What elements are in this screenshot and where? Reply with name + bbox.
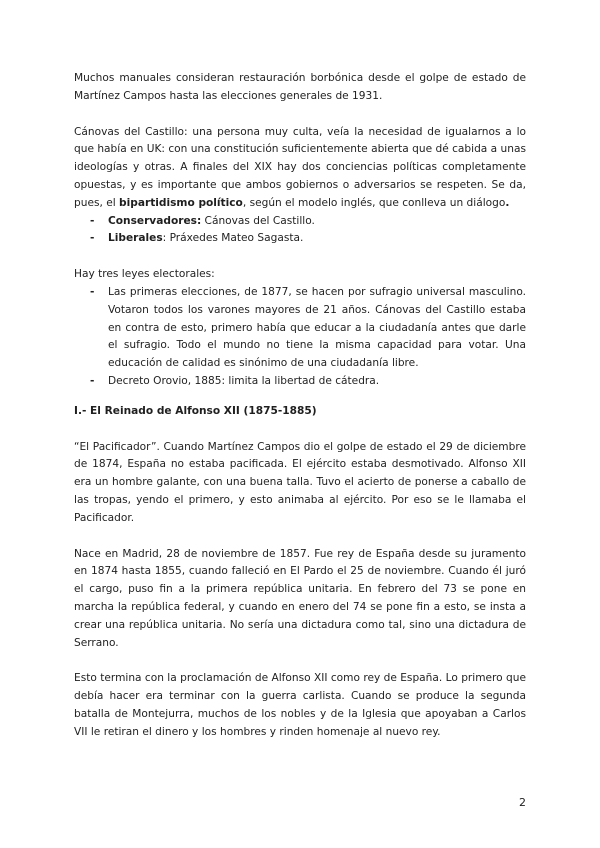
party-leader: Cánovas del Castillo. <box>201 214 315 227</box>
page-number: 2 <box>519 796 526 809</box>
canovas-paragraph <box>74 124 526 213</box>
party-label: Liberales <box>108 232 163 245</box>
party-leader: : Práxedes Mateo Sagasta. <box>162 232 304 245</box>
pacificador-paragraph: “El Pacificador”. Cuando Martínez Campos dio el golpe de estado el 29 de diciembre de 1874, España no estaba pacificada. El ejército estaba desmotivado. Alfonso XII era un hombre galante, con una buena talla. Tuvo el acierto de ponerse a caballo de las tropas, yendo el primero, y esto animaba al ejército. Por eso se le llamaba el Pacificador. <box>74 440 526 524</box>
bipartidismo-term: bipartidismo político <box>119 196 243 209</box>
canovas-text-start: Cánovas del Castillo: una persona muy culta, veía la necesidad de igualarnos a lo que había en UK: con una constitución suficientemente abierta que dé cabida a unas ideologías y otras. A finales del XIX hay dos conciencias políticas completamente opuestas, y es importante que ambos gobiernos o adversarios se respeten. Se da, pues, el <box>74 125 526 209</box>
laws-intro: Hay tres leyes electorales: <box>74 268 215 281</box>
proclamation-paragraph: Esto termina con la proclamación de Alfonso XII como rey de España. Lo primero que debía hacer era terminar con la guerra carlista. Cuando se produce la segunda batalla de Montejurra, muchos de los nobles y de la Iglesia que apoyaban a Carlos VII le retiran el dinero y los hombres y rinden homenaje al nuevo rey. <box>74 672 526 738</box>
list-item <box>74 230 526 248</box>
section-heading: I.- El Reinado de Alfonso XII (1875-1885) <box>74 404 317 417</box>
list-item: - Las primeras elecciones, de 1877, se hacen por sufragio universal masculino. Votaron todos los varones mayores de 21 años. Cánovas del Castillo estaba en contra de esto, primero había que educar a la ciudadanía antes que darle el sufragio. Todo el mundo no tiene la misma capacidad para votar. Una educación de calidad es sinónimo de una ciudadanía libre. <box>74 284 526 373</box>
document-page <box>74 70 526 742</box>
list-item <box>74 213 526 231</box>
canovas-period: . <box>505 196 510 209</box>
parties-list <box>74 213 526 249</box>
list-item: - Decreto Orovio, 1885: limita la libertad de cátedra. <box>74 373 526 391</box>
birth-paragraph: Nace en Madrid, 28 de noviembre de 1857. Fue rey de España desde su juramento en 1874 hasta 1855, cuando falleció en El Pardo el 25 de noviembre. Cuando él juró el cargo, puso fin a la primera república unitaria. En febrero del 73 se pone en marcha la república federal, y cuando en enero del 74 se pone fin a esto, se insta a crear una república unitaria. No sería una dictadura como tal, sino una dictadura de Serrano. <box>74 547 526 649</box>
laws-list <box>74 284 526 391</box>
party-label: Conservadores: <box>108 214 202 227</box>
intro-paragraph: Muchos manuales consideran restauración borbónica desde el golpe de estado de Martínez Campos hasta las elecciones generales de 1931. <box>74 72 526 102</box>
canovas-text-end: , según el modelo inglés, que conlleva un diálogo <box>242 196 506 209</box>
